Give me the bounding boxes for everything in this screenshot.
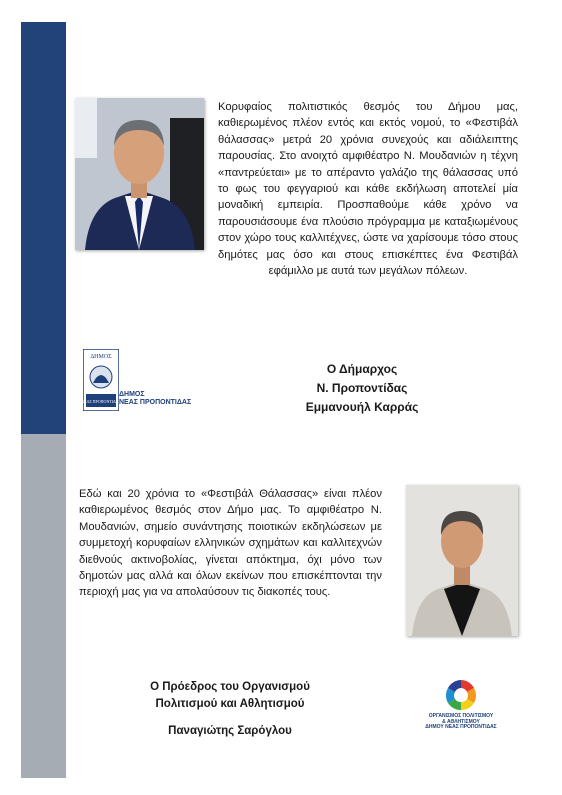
municipality-logo-text <box>119 391 191 407</box>
president-title-line1: Ο Πρόεδρος του Οργανισμού <box>150 681 310 693</box>
organization-logo-text <box>421 714 501 731</box>
municipality-logo-line2: ΝΕΑΣ ΠΡΟΠΟΝΤΙΔΑΣ <box>119 399 192 406</box>
mayor-portrait-illustration <box>75 98 204 250</box>
organization-swirl-icon <box>421 677 501 713</box>
mayor-name: Εμμανουήλ Καρράς <box>305 400 419 414</box>
mayor-signature <box>262 360 462 417</box>
municipality-emblem-icon <box>83 349 119 411</box>
mayor-photo <box>75 98 204 250</box>
organization-logo <box>421 677 501 747</box>
president-photo <box>406 485 518 636</box>
organization-logo-line3: ΔΗΜΟΥ ΝΕΑΣ ΠΡΟΠΟΝΤΙΔΑΣ <box>425 724 497 731</box>
president-portrait-illustration <box>406 485 518 636</box>
municipality-logo <box>83 349 198 411</box>
president-signature <box>110 679 350 740</box>
organization-logo-line2: & ΑΘΛΗΤΙΣΜΟΥ <box>442 718 480 725</box>
navy-side-bar <box>21 22 66 434</box>
mayor-message: Κορυφαίος πολιτιστικός θεσμός του Δήμου μας, καθιερωμένος πλέον εντός και εκτός νομού, το «Φεστιβάλ θάλασσας» μετρά 20 χρόνια συνεχούς και αδιάλειπτης παρουσίας. Στο ανοιχτό αμφιθέατρο Ν. Μουδανιών η τέχνη «παντρεύεται» με το απέραντο γαλάζιο της θάλασσας υπό το φως του φεγγαριού και κάθε εκδήλωση αποτελεί μία μοναδική εμπειρία. Προσπαθούμε κάθε χρόνο να παρουσιάσουμε ένα πλούσιο πρόγραμμα με καταξιωμένους στον χώρο τους καλλιτέχνες, ώστε να χαρίσουμε τόσο στους δημότες μας όσο και στους επισκέπτες ένα Φεστιβάλ εφάμιλλο με αυτά των μεγάλων πόλεων. <box>218 101 518 278</box>
president-title-line2: Πολιτισμού και Αθλητισμού <box>155 698 305 710</box>
organization-logo-line1: ΟΡΓΑΝΙΣΜΟΣ ΠΟΛΙΤΙΣΜΟΥ <box>428 713 494 719</box>
emblem-top-text: ΔΗΜΟΣ <box>90 354 112 360</box>
municipality-logo-line1: ΔΗΜΟΣ <box>119 391 145 398</box>
president-message: Εδώ και 20 χρόνια το «Φεστιβάλ Θάλασσας» είναι πλέον καθιερωμένος θεσμός στον Δήμο μας. Το αμφιθέατρο Ν. Μουδανιών, σημείο συνάντησης ποιοτικών εκδηλώσεων με συμμετοχή κορυφαίων ελληνικών σχημάτων και καλλιτεχνών διεθνούς ακτινοβολίας, γίνεται απόκτημα, όχι μόνο των δημοτών μας αλλά και όλων εκείνων που επισκέπτονται την περιοχή μας για να απολαύσουν τις διακοπές τους. <box>79 488 382 599</box>
mayor-municipality: Ν. Προποντίδας <box>316 381 408 395</box>
gray-side-bar <box>21 434 66 778</box>
emblem-badge-text: ΝΕΑΣ ΠΡΟΠΟΝΤΙΔΑΣ <box>83 399 119 404</box>
mayor-title: Ο Δήμαρχος <box>326 362 398 376</box>
president-name: Παναγιώτης Σαρόγλου <box>168 725 292 737</box>
